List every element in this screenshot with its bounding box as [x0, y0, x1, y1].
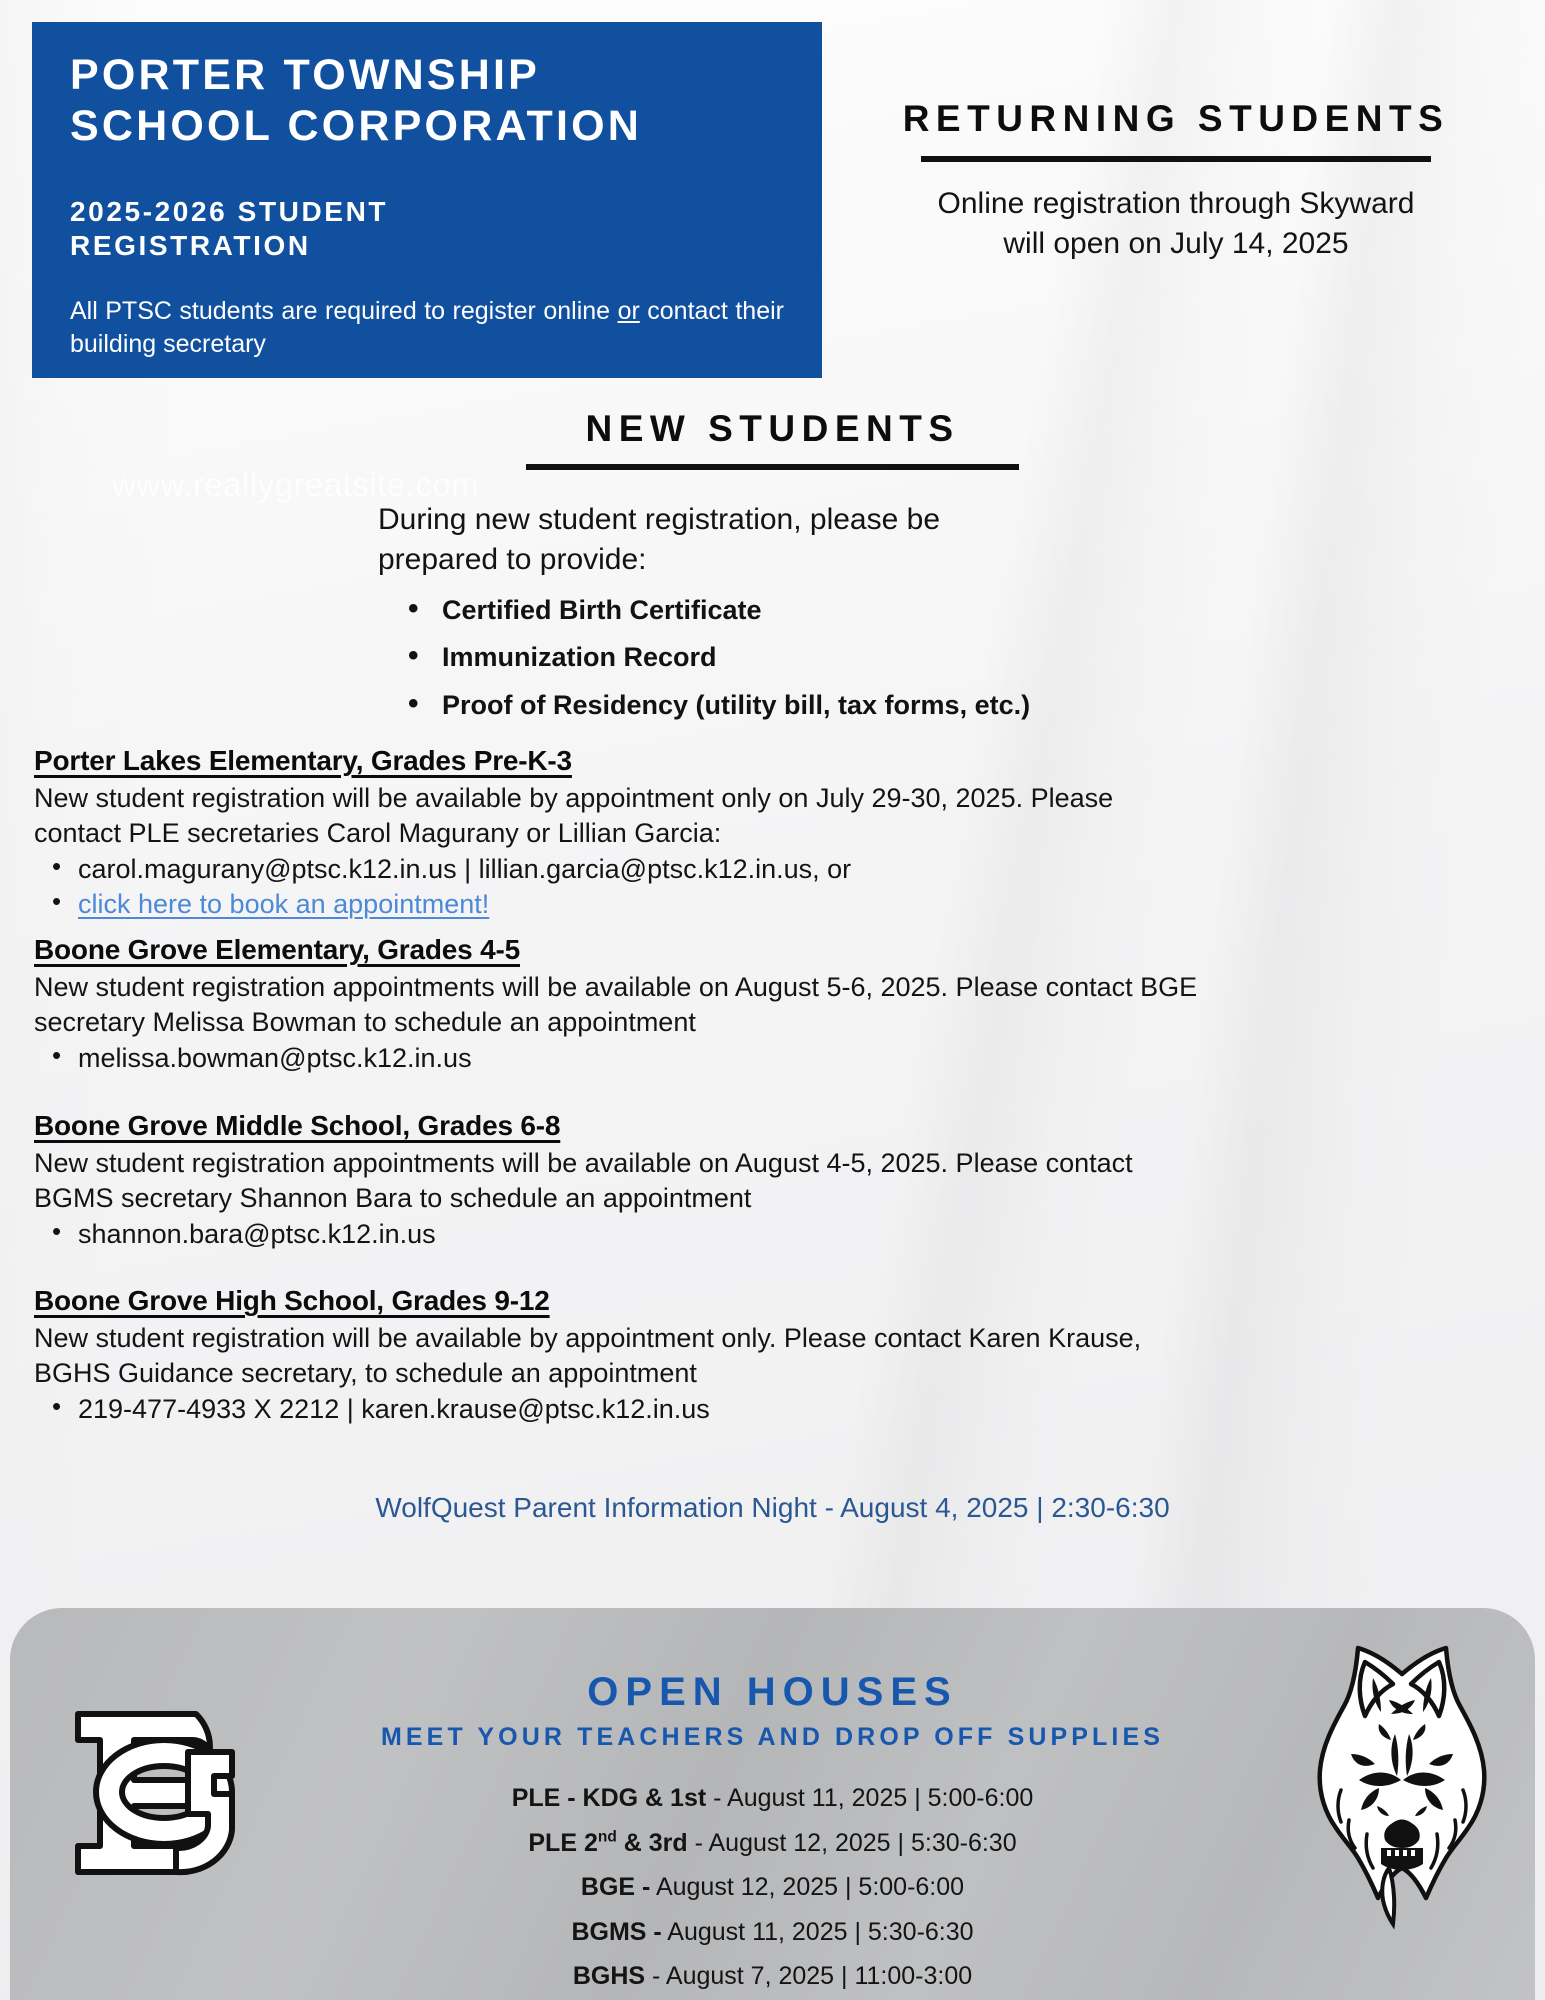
new-student-requirements-list [400, 594, 1030, 736]
school-body-tail: BGMS secretary Shannon Bara to schedule an appointment [34, 1182, 752, 1213]
open-houses-panel [10, 1608, 1535, 2000]
registration-title [70, 195, 784, 262]
intro-line-2: prepared to provide: [378, 542, 647, 576]
school-body-justified: New student registration will be available by appointment only on July 29-30, 2025. Please [34, 783, 1114, 813]
school-block-boone-grove-middle-school [34, 1110, 1499, 1252]
header-subtext [70, 295, 784, 361]
header-subtext-pre: All PTSC students are required to register online [70, 296, 618, 325]
school-body-tail: BGHS Guidance secretary, to schedule an appointment [34, 1357, 697, 1388]
school-block-porter-lakes-elementary [34, 745, 1499, 922]
list-item: • 219-477-4933 X 2212 | karen.krause@ptsc.k12.in.us [34, 1392, 1499, 1427]
open-house-label: BGE - [580, 1873, 651, 1901]
registration-title-line-1: 2025-2026 STUDENT [70, 196, 389, 228]
open-house-label: PLE - KDG & 1st [511, 1784, 707, 1812]
open-houses-subtitle: MEET YOUR TEACHERS AND DROP OFF SUPPLIES [380, 1723, 1165, 1751]
school-body [34, 1321, 1499, 1356]
list-item: • melissa.bowman@ptsc.k12.in.us [34, 1041, 1499, 1076]
list-item-link[interactable] [34, 887, 1499, 922]
list-item [10, 1954, 1535, 1999]
school-contact-list [34, 1041, 1499, 1076]
open-house-label: BGMS - [571, 1917, 662, 1946]
returning-students-heading: RETURNING STUDENTS [902, 98, 1450, 139]
intro-line-1: During new student registration, please be [378, 503, 941, 536]
wolf-head-mascot-logo [1277, 1638, 1527, 1938]
returning-students-divider [921, 156, 1431, 162]
header-subtext-or: or [617, 296, 640, 325]
school-body [34, 970, 1499, 1005]
header-blue-block [32, 22, 822, 378]
open-house-detail: August 11, 2025 | 5:30-6:30 [661, 1917, 974, 1946]
org-title-line-2: SCHOOL CORPORATION [70, 101, 643, 150]
new-students-divider [526, 464, 1019, 470]
school-name: Boone Grove Middle School, Grades 6-8 [34, 1110, 561, 1141]
school-body [34, 781, 1499, 816]
list-item: • Certified Birth Certificate [400, 594, 1030, 626]
school-block-boone-grove-elementary [34, 934, 1499, 1076]
organization-title [70, 50, 784, 151]
list-item: • Immunization Record [400, 641, 1030, 673]
school-body-justified: New student registration will be available by appointment only. Please contact Karen Krause, [34, 1323, 1142, 1353]
school-body-tail: secretary Melissa Bowman to schedule an appointment [34, 1006, 696, 1037]
returning-students-section [840, 98, 1512, 264]
school-body-justified: New student registration appointments will be available on August 4-5, 2025. Please contact [34, 1148, 1133, 1178]
returning-line-2: will open on July 14, 2025 [1003, 226, 1349, 260]
list-item: • carol.magurany@ptsc.k12.in.us | lillian.garcia@ptsc.k12.in.us, or [34, 852, 1499, 887]
registration-title-line-2: REGISTRATION [70, 230, 311, 262]
site-watermark: www.reallygreatsite.com [112, 466, 480, 503]
open-house-label: BGHS [572, 1962, 646, 1990]
book-appointment-link[interactable]: click here to book an appointment! [78, 889, 490, 920]
school-name: Porter Lakes Elementary, Grades Pre-K-3 [34, 745, 572, 776]
org-title-line-1: PORTER TOWNSHIP [70, 51, 541, 99]
open-houses-title: OPEN HOUSES [587, 1670, 958, 1714]
open-house-label-post: & 3rd [616, 1828, 688, 1857]
new-students-section [0, 408, 1545, 470]
list-item: • Proof of Residency (utility bill, tax forms, etc.) [400, 689, 1030, 721]
wolfquest-info-night-line: WolfQuest Parent Information Night - August 4, 2025 | 2:30-6:30 [375, 1492, 1170, 1523]
school-contact-list [34, 1217, 1499, 1252]
school-body-tail: contact PLE secretaries Carol Magurany or Lillian Garcia: [34, 817, 722, 848]
open-house-detail: - August 7, 2025 | 11:00-3:00 [645, 1962, 973, 1990]
returning-line-1: Online registration through Skyward [937, 187, 1415, 220]
open-house-detail: - August 12, 2025 | 5:30-6:30 [687, 1828, 1017, 1857]
header-subtext-post: contact their building secretary [70, 296, 784, 358]
open-house-label-sup: nd [597, 1828, 617, 1846]
returning-students-body [840, 184, 1512, 264]
school-name: Boone Grove Elementary, Grades 4-5 [34, 934, 520, 965]
school-body [34, 1146, 1499, 1181]
school-contact-list [34, 852, 1499, 922]
school-body-justified: New student registration appointments will be available on August 5-6, 2025. Please contact BGE [34, 972, 1198, 1002]
open-house-detail: August 12, 2025 | 5:00-6:00 [650, 1873, 965, 1901]
open-house-detail: - August 11, 2025 | 5:00-6:00 [706, 1784, 1034, 1812]
list-item: • shannon.bara@ptsc.k12.in.us [34, 1217, 1499, 1252]
new-students-intro [378, 500, 1170, 580]
school-block-boone-grove-high-school [34, 1285, 1499, 1427]
new-students-heading: NEW STUDENTS [585, 408, 960, 449]
open-house-label: PLE 2 [528, 1828, 598, 1857]
school-contact-list [34, 1392, 1499, 1427]
school-name: Boone Grove High School, Grades 9-12 [34, 1285, 550, 1316]
